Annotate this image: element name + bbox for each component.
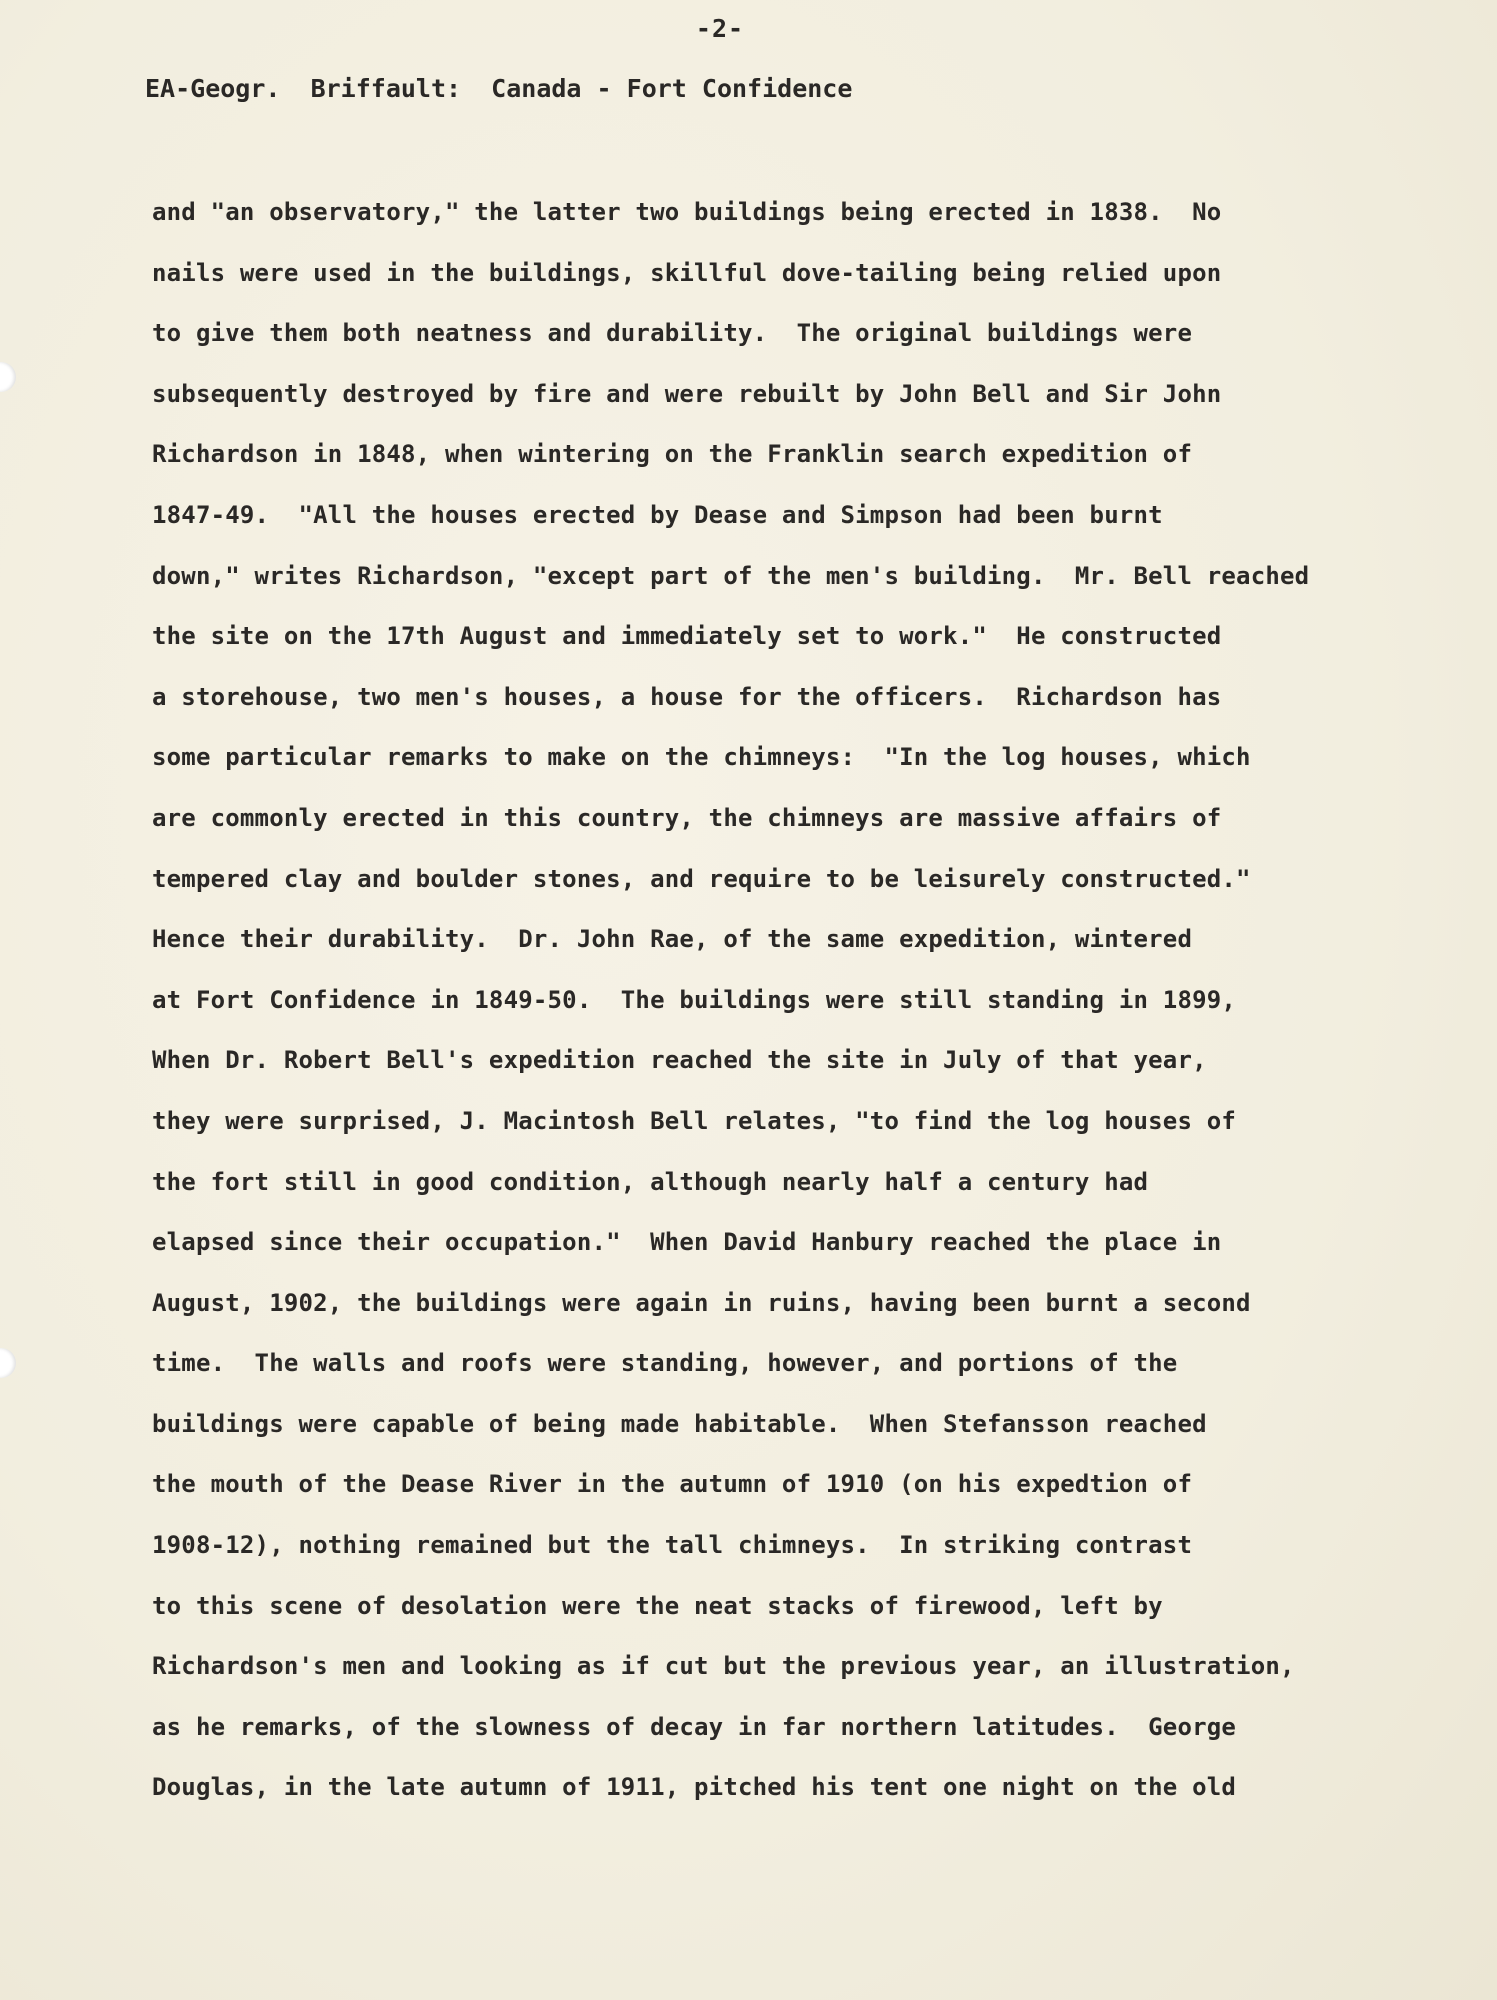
punch-hole [0,1348,16,1378]
text-line: elapsed since their occupation." When David Hanbury reached the place in [152,1228,1222,1257]
text-line: tempered clay and boulder stones, and require to be leisurely constructed." [152,864,1251,893]
text-line: some particular remarks to make on the chimneys: "In the log houses, which [152,743,1251,772]
text-line: at Fort Confidence in 1849-50. The buildings were still standing in 1899, [152,985,1237,1014]
text-line: time. The walls and roofs were standing, however, and portions of the [152,1349,1178,1378]
text-line: as he remarks, of the slowness of decay in far northern latitudes. George [152,1712,1237,1741]
text-line: down," writes Richardson, "except part of the men's building. Mr. Bell reached [152,561,1310,590]
text-line: Richardson in 1848, when wintering on the Franklin search expedition of [152,440,1193,469]
text-line: they were surprised, J. Macintosh Bell relates, "to find the log houses of [152,1106,1237,1135]
text-line: August, 1902, the buildings were again in ruins, having been burnt a second [152,1288,1251,1317]
page-number: -2- [695,14,745,43]
text-line: Douglas, in the late autumn of 1911, pitched his tent one night on the old [152,1773,1237,1802]
text-line: are commonly erected in this country, the chimneys are massive affairs of [152,803,1222,832]
text-line: a storehouse, two men's houses, a house for the officers. Richardson has [152,682,1222,711]
text-line: When Dr. Robert Bell's expedition reached the site in July of that year, [152,1046,1207,1075]
text-line: nails were used in the buildings, skillful dove-tailing being relied upon [152,258,1222,287]
text-line: buildings were capable of being made habitable. When Stefansson reached [152,1409,1207,1438]
document-header: EA-Geogr. Briffault: Canada - Fort Confidence [145,74,853,103]
text-line: 1847-49. "All the houses erected by Dease and Simpson had been burnt [152,500,1163,529]
text-line: and "an observatory," the latter two buildings being erected in 1838. No [152,198,1222,226]
body-text [152,197,1402,1833]
text-line: Richardson's men and looking as if cut but the previous year, an illustration, [152,1652,1295,1681]
text-line: the fort still in good condition, although nearly half a century had [152,1167,1149,1196]
text-line: Hence their durability. Dr. John Rae, of the same expedition, wintered [152,925,1193,954]
text-line: the mouth of the Dease River in the autumn of 1910 (on his expedtion of [152,1470,1193,1499]
text-line: to this scene of desolation were the neat stacks of firewood, left by [152,1591,1163,1620]
text-line: subsequently destroyed by fire and were rebuilt by John Bell and Sir John [152,379,1222,408]
text-line: 1908-12), nothing remained but the tall chimneys. In striking contrast [152,1531,1193,1560]
text-line: to give them both neatness and durability. The original buildings were [152,319,1193,348]
punch-hole [0,362,16,392]
text-line: the site on the 17th August and immediately set to work." He constructed [152,622,1222,651]
